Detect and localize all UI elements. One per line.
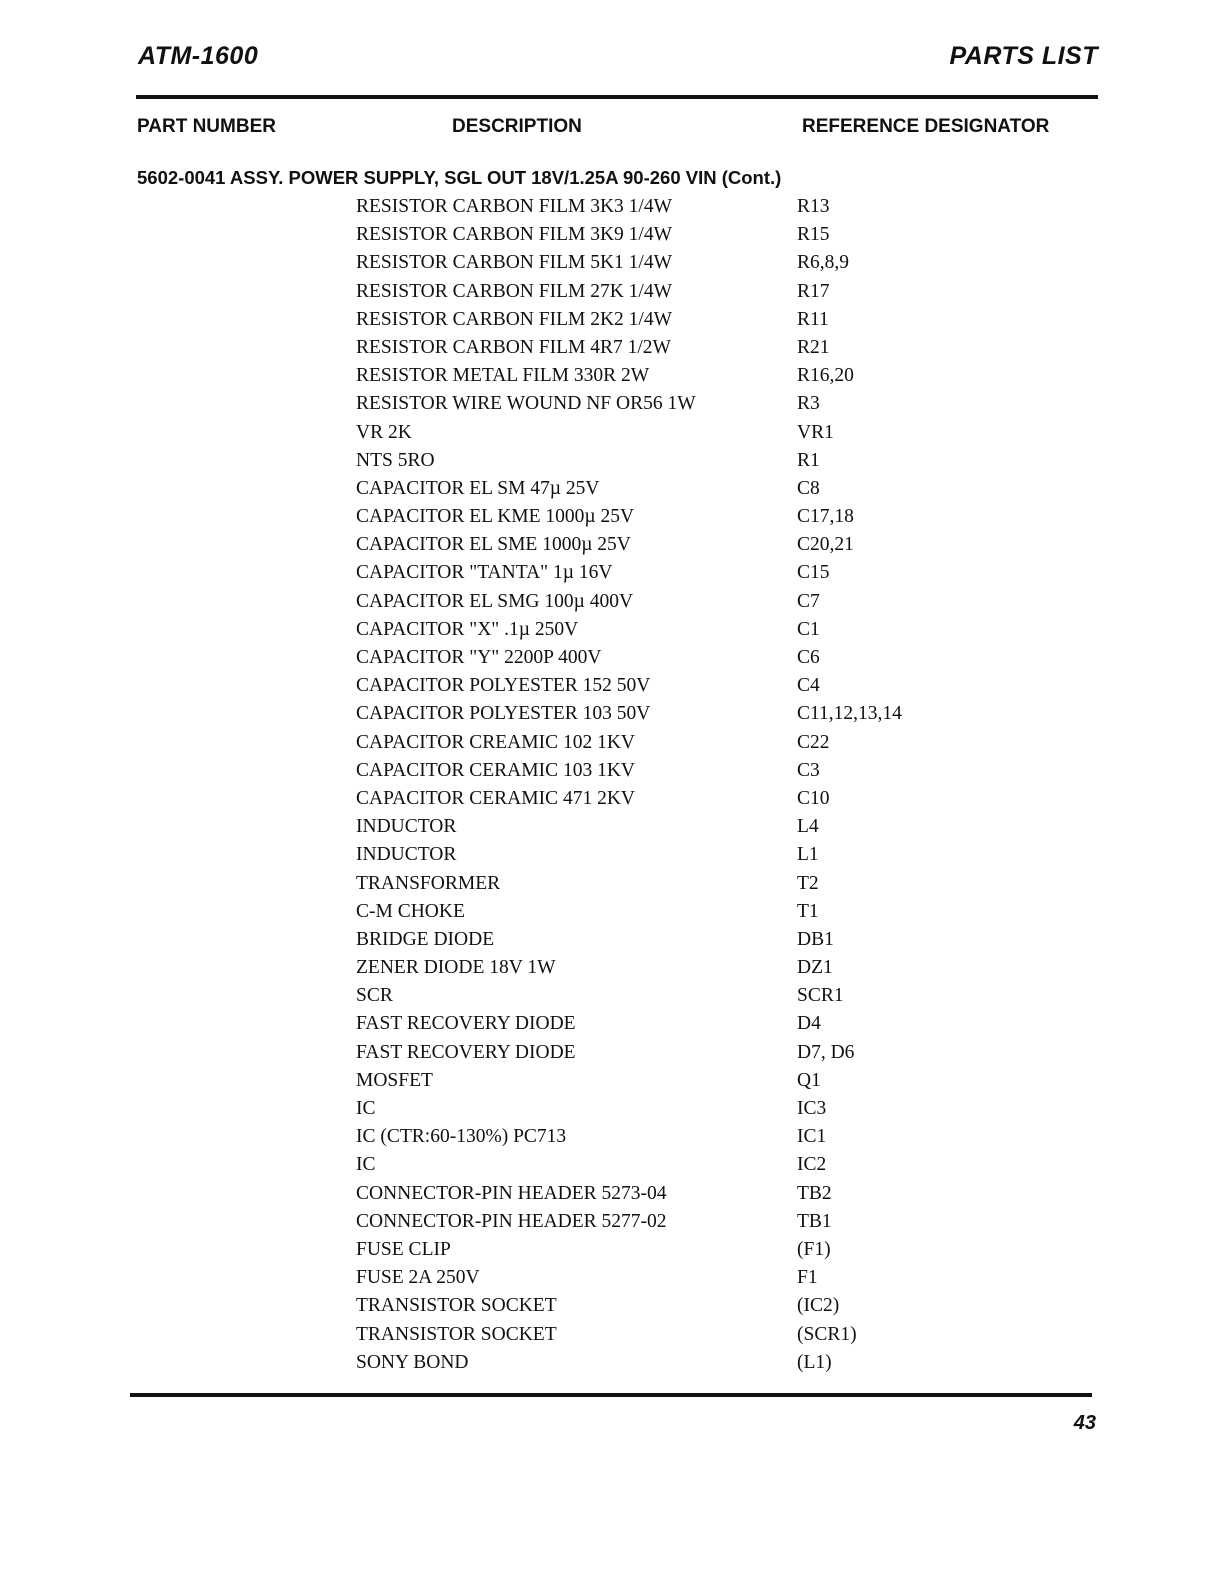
- list-item: [0, 391, 1224, 419]
- list-item: [0, 955, 1224, 983]
- part-description: IC: [356, 1154, 376, 1176]
- list-item: [0, 1011, 1224, 1039]
- reference-designator: IC2: [797, 1154, 827, 1176]
- list-item: [0, 1068, 1224, 1096]
- reference-designator: R1: [797, 449, 820, 471]
- list-item: [0, 758, 1224, 786]
- reference-designator: C11,12,13,14: [797, 703, 902, 725]
- reference-designator: (IC2): [797, 1295, 840, 1317]
- part-description: TRANSISTOR SOCKET: [356, 1295, 557, 1317]
- header-rule: [136, 95, 1098, 99]
- list-item: [0, 842, 1224, 870]
- list-item: [0, 927, 1224, 955]
- part-description: RESISTOR CARBON FILM 3K9 1/4W: [356, 224, 673, 246]
- list-item: [0, 673, 1224, 701]
- list-item: [0, 899, 1224, 927]
- part-description: INDUCTOR: [356, 816, 457, 838]
- list-item: [0, 814, 1224, 842]
- list-item: [0, 589, 1224, 617]
- part-description: CAPACITOR "Y" 2200P 400V: [356, 647, 602, 668]
- header-model: ATM-1600: [138, 42, 259, 70]
- list-item: [0, 871, 1224, 899]
- reference-designator: DZ1: [797, 957, 833, 979]
- reference-designator: (F1): [797, 1238, 831, 1260]
- reference-designator: C22: [797, 731, 830, 753]
- header-section-title: PARTS LIST: [949, 42, 1098, 70]
- list-item: [0, 1152, 1224, 1180]
- part-description: FAST RECOVERY DIODE: [356, 1041, 576, 1063]
- reference-designator: R11: [797, 308, 829, 330]
- column-header-description: DESCRIPTION: [452, 116, 582, 137]
- list-item: [0, 448, 1224, 476]
- reference-designator: D4: [797, 1013, 821, 1035]
- footer-rule: [130, 1393, 1092, 1397]
- reference-designator: C15: [797, 562, 830, 584]
- list-item: [0, 363, 1224, 391]
- reference-designator: L1: [797, 844, 819, 866]
- part-description: CONNECTOR-PIN HEADER 5277-02: [356, 1210, 667, 1232]
- list-item: [0, 194, 1224, 222]
- list-item: [0, 504, 1224, 532]
- reference-designator: R6,8,9: [797, 252, 850, 274]
- list-item: [0, 1293, 1224, 1321]
- part-description: CAPACITOR "X" .1µ 250V: [356, 618, 579, 640]
- part-description: SONY BOND: [356, 1351, 469, 1373]
- reference-designator: C4: [797, 675, 820, 697]
- list-item: [0, 1209, 1224, 1237]
- part-description: RESISTOR METAL FILM 330R 2W: [356, 365, 650, 387]
- column-header-reference: REFERENCE DESIGNATOR: [802, 116, 1050, 137]
- part-description: INDUCTOR: [356, 844, 457, 866]
- reference-designator: IC1: [797, 1126, 827, 1148]
- part-description: ZENER DIODE 18V 1W: [356, 957, 556, 979]
- part-description: RESISTOR CARBON FILM 3K3 1/4W: [356, 196, 673, 217]
- reference-designator: C10: [797, 787, 830, 809]
- list-item: [0, 1124, 1224, 1152]
- reference-designator: R17: [797, 280, 830, 302]
- list-item: [0, 730, 1224, 758]
- column-header-part-number: PART NUMBER: [137, 116, 276, 137]
- reference-designator: C20,21: [797, 534, 854, 556]
- reference-designator: TB2: [797, 1182, 832, 1204]
- part-description: IC (CTR:60-130%) PC713: [356, 1126, 567, 1148]
- list-item: [0, 617, 1224, 645]
- list-item: [0, 307, 1224, 335]
- reference-designator: F1: [797, 1267, 818, 1289]
- reference-designator: IC3: [797, 1098, 827, 1119]
- reference-designator: SCR1: [797, 985, 844, 1007]
- list-item: [0, 983, 1224, 1011]
- reference-designator: R3: [797, 393, 820, 415]
- reference-designator: VR1: [797, 421, 834, 443]
- list-item: [0, 560, 1224, 588]
- list-item: [0, 786, 1224, 814]
- part-description: FUSE CLIP: [356, 1238, 451, 1260]
- part-description: RESISTOR CARBON FILM 4R7 1/2W: [356, 336, 671, 358]
- reference-designator: R13: [797, 196, 830, 217]
- list-item: [0, 1237, 1224, 1265]
- reference-designator: DB1: [797, 928, 834, 950]
- reference-designator: T1: [797, 900, 819, 922]
- reference-designator: C17,18: [797, 506, 854, 528]
- part-description: VR 2K: [356, 421, 412, 443]
- part-description: BRIDGE DIODE: [356, 928, 495, 950]
- list-item: [0, 1040, 1224, 1068]
- part-description: CAPACITOR EL SMG 100µ 400V: [356, 590, 634, 612]
- parts-list: [0, 194, 1224, 1378]
- reference-designator: Q1: [797, 1069, 821, 1091]
- assembly-title: 5602-0041 ASSY. POWER SUPPLY, SGL OUT 18V/1.25A 90-260 VIN (Cont.): [137, 167, 782, 188]
- list-item: [0, 250, 1224, 278]
- part-description: CAPACITOR CERAMIC 471 2KV: [356, 787, 636, 809]
- list-item: [0, 476, 1224, 504]
- reference-designator: R21: [797, 336, 830, 358]
- list-item: [0, 645, 1224, 673]
- list-item: [0, 1322, 1224, 1350]
- reference-designator: TB1: [797, 1210, 832, 1232]
- part-description: CONNECTOR-PIN HEADER 5273-04: [356, 1182, 667, 1204]
- part-description: CAPACITOR EL SM 47µ 25V: [356, 477, 600, 499]
- part-description: CAPACITOR POLYESTER 152 50V: [356, 675, 651, 697]
- part-description: RESISTOR CARBON FILM 27K 1/4W: [356, 280, 673, 302]
- part-description: CAPACITOR EL SME 1000µ 25V: [356, 534, 631, 556]
- part-description: IC: [356, 1098, 376, 1119]
- part-description: CAPACITOR CREAMIC 102 1KV: [356, 731, 636, 753]
- page-number: 43: [1073, 1412, 1096, 1434]
- reference-designator: C6: [797, 647, 820, 668]
- list-item: [0, 1350, 1224, 1378]
- reference-designator: R16,20: [797, 365, 854, 387]
- part-description: CAPACITOR POLYESTER 103 50V: [356, 703, 651, 725]
- part-description: SCR: [356, 985, 393, 1007]
- list-item: [0, 279, 1224, 307]
- list-item: [0, 1181, 1224, 1209]
- reference-designator: D7, D6: [797, 1041, 855, 1063]
- reference-designator: C8: [797, 477, 820, 499]
- part-description: RESISTOR WIRE WOUND NF OR56 1W: [356, 393, 696, 415]
- part-description: TRANSISTOR SOCKET: [356, 1323, 557, 1345]
- list-item: [0, 420, 1224, 448]
- list-item: [0, 335, 1224, 363]
- part-description: MOSFET: [356, 1069, 433, 1091]
- reference-designator: (L1): [797, 1351, 832, 1373]
- part-description: TRANSFORMER: [356, 872, 501, 894]
- part-description: C-M CHOKE: [356, 900, 465, 922]
- reference-designator: L4: [797, 816, 819, 838]
- list-item: [0, 532, 1224, 560]
- reference-designator: C1: [797, 618, 820, 640]
- part-description: RESISTOR CARBON FILM 5K1 1/4W: [356, 252, 673, 274]
- part-description: CAPACITOR "TANTA" 1µ 16V: [356, 562, 613, 584]
- part-description: CAPACITOR EL KME 1000µ 25V: [356, 506, 635, 528]
- list-item: [0, 1265, 1224, 1293]
- reference-designator: C3: [797, 759, 820, 781]
- reference-designator: (SCR1): [797, 1323, 857, 1345]
- reference-designator: C7: [797, 590, 820, 612]
- part-description: FUSE 2A 250V: [356, 1267, 480, 1289]
- part-description: CAPACITOR CERAMIC 103 1KV: [356, 759, 636, 781]
- list-item: [0, 1096, 1224, 1124]
- part-description: RESISTOR CARBON FILM 2K2 1/4W: [356, 308, 673, 330]
- reference-designator: T2: [797, 872, 819, 894]
- reference-designator: R15: [797, 224, 830, 246]
- list-item: [0, 701, 1224, 729]
- part-description: NTS 5RO: [356, 449, 435, 471]
- part-description: FAST RECOVERY DIODE: [356, 1013, 576, 1035]
- list-item: [0, 222, 1224, 250]
